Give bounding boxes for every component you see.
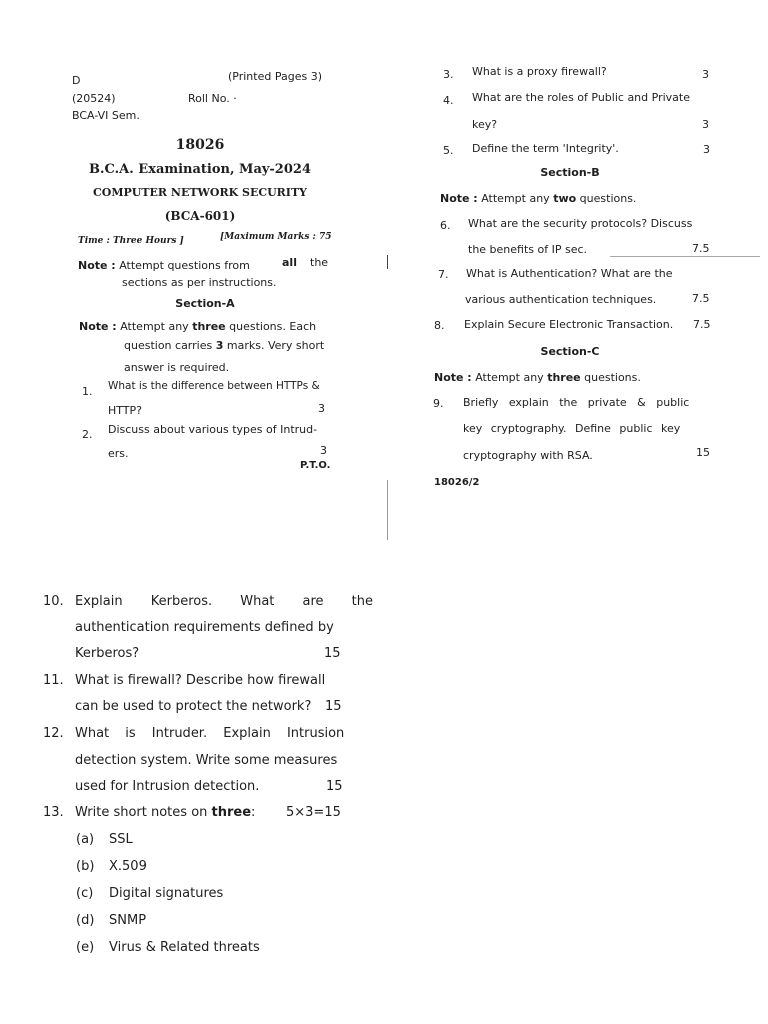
fold-mark — [387, 480, 388, 540]
marks: 3 — [318, 402, 325, 415]
pto: P.T.O. — [300, 460, 331, 471]
semester: BCA-VI Sem. — [72, 109, 140, 122]
scan-smudge — [610, 256, 760, 257]
marks: 7.5 — [692, 292, 710, 305]
exam-title: B.C.A. Examination, May-2024 — [88, 162, 311, 177]
subject-title: COMPUTER NETWORK SECURITY — [92, 186, 307, 199]
paper-number: 18026 — [175, 137, 225, 153]
marks: 3 — [702, 118, 709, 131]
section-a-title: Section-A — [175, 297, 235, 310]
marks: 15 — [326, 779, 343, 794]
time-allowed: Time : Three Hours ] — [78, 236, 184, 246]
marks: 15 — [325, 699, 342, 714]
max-marks: [Maximum Marks : 75 — [220, 232, 332, 242]
marks: 7.5 — [692, 242, 710, 255]
marks: 3 — [703, 143, 710, 156]
marks: 15 — [696, 446, 710, 459]
marks: 3 — [702, 68, 709, 81]
paper-code: (20524) — [72, 92, 116, 105]
marks: 3 — [320, 444, 327, 457]
note-bold-all: all — [282, 256, 297, 269]
printed-pages: (Printed Pages 3) — [228, 70, 322, 83]
page-reference: 18026/2 — [434, 477, 480, 488]
series-code: D — [72, 74, 81, 87]
fold-mark — [387, 255, 388, 269]
marks: 5×3=15 — [286, 805, 341, 820]
note-label: Note : — [78, 259, 116, 272]
marks: 15 — [324, 646, 341, 661]
section-b-title: Section-B — [540, 166, 600, 179]
roll-no: Roll No. · — [188, 92, 237, 105]
course-code: (BCA-601) — [164, 209, 236, 223]
section-c-title: Section-C — [540, 345, 600, 358]
marks: 7.5 — [693, 318, 711, 331]
